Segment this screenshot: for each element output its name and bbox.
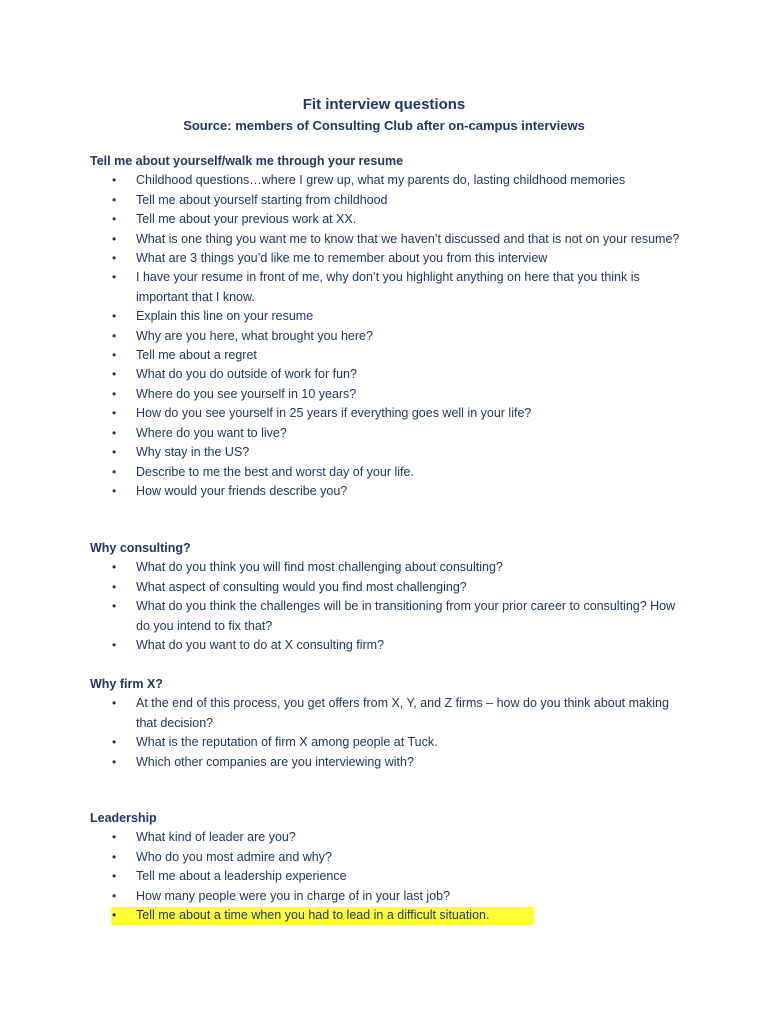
question-text: What do you think the challenges will be in transitioning from your prior career to consulting? How do you intend to fix that? [136, 599, 676, 633]
question-text: I have your resume in front of me, why don’t you highlight anything on here that you think is important that I know. [136, 270, 640, 304]
section-why-consulting [90, 539, 690, 655]
list-item [90, 171, 690, 190]
section-heading: Why firm X? [90, 677, 163, 691]
bullet-icon: • [112, 192, 117, 207]
list-item [90, 753, 690, 772]
question-text: How many people were you in charge of in your last job? [136, 888, 451, 903]
bullet-icon: • [112, 754, 117, 769]
question-text: Where do you want to live? [136, 425, 287, 440]
question-list [90, 828, 690, 925]
list-item [90, 694, 690, 733]
list-item [90, 268, 690, 307]
list-item [90, 210, 690, 229]
bullet-icon: • [112, 231, 117, 246]
list-item [90, 230, 690, 249]
question-text: What is one thing you want me to know that we haven’t discussed and that is not on your resume? [136, 231, 680, 246]
list-item [90, 558, 690, 577]
bullet-icon: • [112, 348, 117, 363]
bullet-icon: • [112, 173, 117, 188]
question-text: Who do you most admire and why? [136, 849, 332, 864]
question-text: What do you do outside of work for fun? [136, 367, 357, 382]
list-item [90, 482, 690, 501]
document-subtitle: Source: members of Consulting Club after on-campus interviews [183, 118, 585, 133]
list-item [90, 307, 690, 326]
bullet-icon: • [112, 696, 117, 711]
highlighted-list-item [90, 906, 690, 925]
bullet-icon: • [112, 251, 117, 266]
question-text: Tell me about a time when you had to lead in a difficult situation. [136, 908, 490, 923]
question-text: What do you think you will find most challenging about consulting? [136, 560, 503, 575]
question-text: What kind of leader are you? [136, 830, 296, 845]
list-item [90, 443, 690, 462]
bullet-icon: • [112, 888, 117, 903]
question-text: Tell me about a regret [136, 348, 257, 363]
list-item [90, 191, 690, 210]
bullet-icon: • [112, 445, 117, 460]
section-heading: Why consulting? [90, 541, 191, 555]
question-text: How would your friends describe you? [136, 483, 348, 498]
bullet-icon: • [112, 425, 117, 440]
list-item [90, 887, 690, 906]
bullet-icon: • [112, 735, 117, 750]
list-item [90, 327, 690, 346]
list-item [90, 828, 690, 847]
list-item [90, 385, 690, 404]
bullet-icon: • [112, 908, 117, 923]
section-leadership [90, 809, 690, 925]
bullet-icon: • [112, 386, 117, 401]
list-item [90, 463, 690, 482]
list-item [90, 636, 690, 655]
question-list [90, 694, 690, 772]
bullet-icon: • [112, 579, 117, 594]
bullet-icon: • [112, 849, 117, 864]
list-item [90, 867, 690, 886]
question-text: How do you see yourself in 25 years if everything goes well in your life? [136, 406, 532, 421]
bullet-icon: • [112, 830, 117, 845]
document-title: Fit interview questions [302, 96, 466, 113]
bullet-icon: • [112, 464, 117, 479]
question-list [90, 171, 690, 501]
question-text: Tell me about yourself starting from childhood [136, 192, 388, 207]
bullet-icon: • [112, 406, 117, 421]
bullet-icon: • [112, 483, 117, 498]
question-text: Where do you see yourself in 10 years? [136, 386, 357, 401]
list-item [90, 578, 690, 597]
list-item [90, 346, 690, 365]
question-text: At the end of this process, you get offers from X, Y, and Z firms – how do you think about making that decision? [136, 696, 669, 730]
bullet-icon: • [112, 212, 117, 227]
bullet-icon: • [112, 309, 117, 324]
question-text: Tell me about your previous work at XX. [136, 212, 357, 227]
question-text: What are 3 things you’d like me to remember about you from this interview [136, 251, 548, 266]
bullet-icon: • [112, 560, 117, 575]
list-item [90, 733, 690, 752]
question-list [90, 558, 690, 655]
question-text: Why are you here, what brought you here? [136, 328, 373, 343]
question-text: What do you want to do at X consulting firm? [136, 638, 385, 653]
list-item [90, 365, 690, 384]
list-item [90, 404, 690, 423]
question-text: What is the reputation of firm X among people at Tuck. [136, 735, 438, 750]
bullet-icon: • [112, 328, 117, 343]
question-text: Tell me about a leadership experience [136, 869, 347, 884]
question-text: Explain this line on your resume [136, 309, 314, 324]
list-item [90, 597, 690, 636]
section-tell-me-about-yourself [90, 152, 690, 501]
list-item [90, 848, 690, 867]
section-why-firm-x [90, 675, 690, 772]
bullet-icon: • [112, 270, 117, 285]
question-text: Describe to me the best and worst day of your life. [136, 464, 414, 479]
bullet-icon: • [112, 638, 117, 653]
question-text: Which other companies are you interviewing with? [136, 754, 414, 769]
list-item [90, 424, 690, 443]
bullet-icon: • [112, 367, 117, 382]
section-heading: Tell me about yourself/walk me through your resume [90, 154, 404, 168]
question-text: Childhood questions…where I grew up, what my parents do, lasting childhood memories [136, 173, 626, 188]
bullet-icon: • [112, 599, 117, 614]
bullet-icon: • [112, 869, 117, 884]
question-text: Why stay in the US? [136, 445, 250, 460]
question-text: What aspect of consulting would you find most challenging? [136, 579, 467, 594]
list-item [90, 249, 690, 268]
section-heading: Leadership [90, 811, 157, 825]
